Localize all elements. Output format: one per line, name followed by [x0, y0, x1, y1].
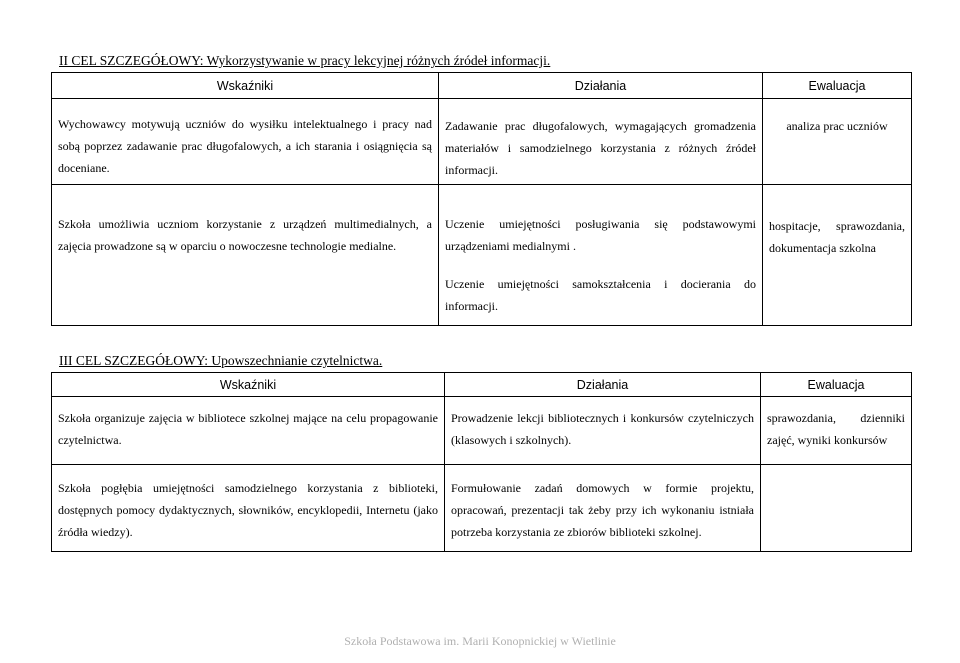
cell-dzialania: Uczenie umiejętności posługiwania się podstawowymi urządzeniami medialnymi . Uczenie umiejętności samokształcenia i docierania do informacji. [439, 185, 763, 326]
header-wskazniki: Wskaźniki [52, 73, 439, 99]
cell-dzialania: Prowadzenie lekcji bibliotecznych i konkursów czytelniczych (klasowych i szkolnych). [445, 397, 761, 465]
cell-wskazniki: Szkoła pogłębia umiejętności samodzielnego korzystania z biblioteki, dostępnych pomocy dydaktycznych, słowników, encyklopedii, Internetu (jako źródła wiedzy). [52, 465, 445, 552]
cell-wskazniki: Szkoła umożliwia uczniom korzystanie z urządzeń multimedialnych, a zajęcia prowadzone są w oparciu o nowoczesne technologie medialne. [52, 185, 439, 326]
header-dzialania: Działania [439, 73, 763, 99]
table-row [52, 185, 912, 326]
cell-ewaluacja: sprawozdania, dzienniki zajęć, wyniki konkursów [761, 397, 912, 465]
header-dzialania: Działania [445, 373, 761, 397]
section-3-table [51, 372, 912, 552]
page-footer: Szkoła Podstawowa im. Marii Konopnickiej w Wietlinie [344, 634, 616, 648]
cell-dzialania: Zadawanie prac długofalowych, wymagających gromadzenia materiałów i samodzielnego korzystania z różnych źródeł informacji. [439, 99, 763, 185]
table-row [52, 465, 912, 552]
cell-wskazniki: Wychowawcy motywują uczniów do wysiłku intelektualnego i pracy nad sobą poprzez zadawanie prac długofalowych, a ich starania i osiągnięcia są doceniane. [52, 99, 439, 185]
section-2-title: II CEL SZCZEGÓŁOWY: Wykorzystywanie w pracy lekcyjnej różnych źródeł informacji. [59, 53, 551, 68]
cell-ewaluacja: hospitacje, sprawozdania, dokumentacja szkolna [763, 185, 912, 326]
header-ewaluacja: Ewaluacja [763, 73, 912, 99]
section-3-title: III CEL SZCZEGÓŁOWY: Upowszechnianie czytelnictwa. [59, 353, 383, 368]
table-row [52, 99, 912, 185]
header-ewaluacja: Ewaluacja [761, 373, 912, 397]
table-header-row [52, 73, 912, 99]
header-wskazniki: Wskaźniki [52, 373, 445, 397]
table-header-row [52, 373, 912, 397]
cell-ewaluacja [761, 465, 912, 552]
cell-wskazniki: Szkoła organizuje zajęcia w bibliotece szkolnej mające na celu propagowanie czytelnictwa. [52, 397, 445, 465]
cell-ewaluacja: analiza prac uczniów [763, 99, 912, 185]
table-row [52, 397, 912, 465]
section-2-table [51, 72, 912, 326]
cell-dzialania: Formułowanie zadań domowych w formie projektu, opracowań, prezentacji tak żeby przy ich wykonaniu istniała potrzeba korzystania ze zbiorów biblioteki szkolnej. [445, 465, 761, 552]
